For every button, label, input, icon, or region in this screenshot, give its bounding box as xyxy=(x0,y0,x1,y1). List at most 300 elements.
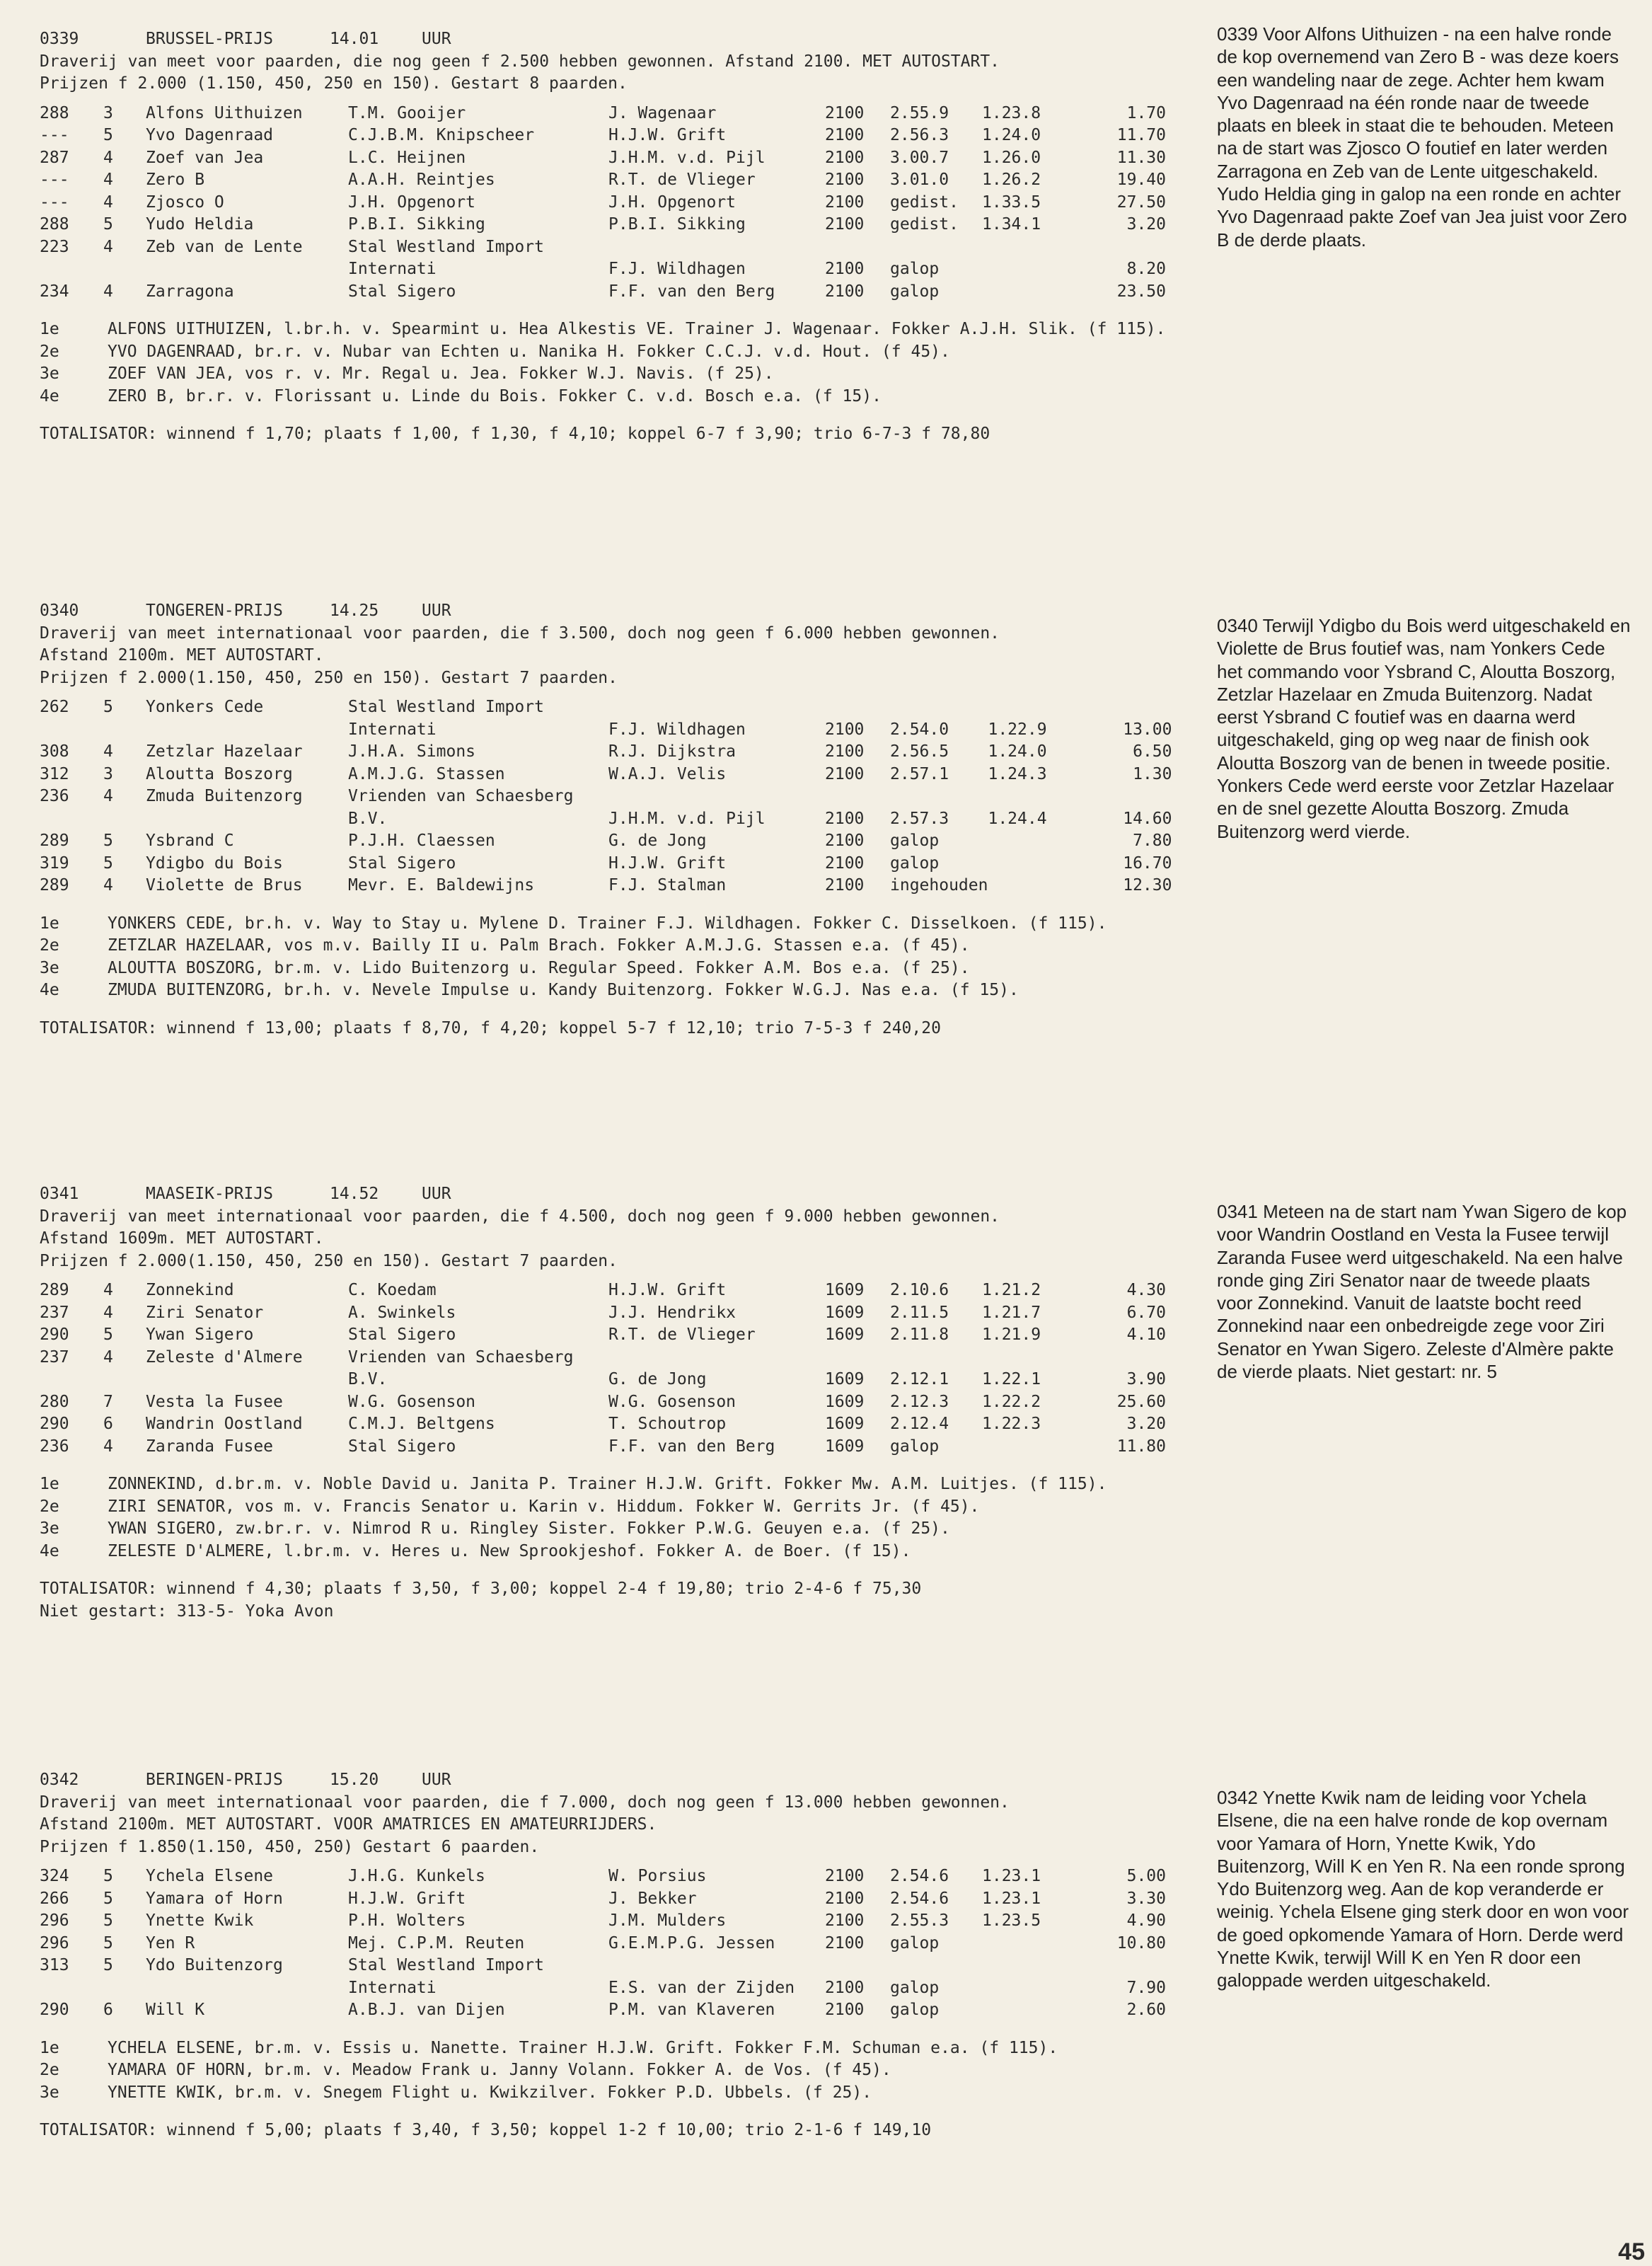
table-row xyxy=(40,1977,1166,2000)
placing-position: 1e xyxy=(40,1475,59,1493)
result-cell: 319 xyxy=(40,853,69,873)
result-cell: 2.57.3 xyxy=(890,809,949,828)
table-row xyxy=(40,830,1172,853)
result-cell: W.G. Gosenson xyxy=(608,1392,737,1411)
placing-position: 2e xyxy=(40,342,59,361)
result-cell xyxy=(988,696,1080,719)
result-cell: 2100 xyxy=(825,1933,865,1952)
result-cell: 2.60 xyxy=(1126,2001,1166,2019)
table-row xyxy=(40,696,1172,719)
result-cell xyxy=(982,258,1074,281)
result-cell xyxy=(40,258,103,281)
result-cell: G.E.M.P.G. Jessen xyxy=(608,1933,775,1952)
result-cell: 324 xyxy=(40,1867,69,1885)
result-cell: Internati xyxy=(348,720,437,739)
result-cell: 1.22.3 xyxy=(982,1415,1041,1433)
result-cell: 287 xyxy=(40,148,69,167)
race-conditions: Draverij van meet voor paarden, die nog geen f 2.500 hebben gewonnen. Afstand 2100. MET AUTOSTART. xyxy=(40,52,1000,71)
result-cell: Yamara of Horn xyxy=(146,1889,283,1908)
result-cell: Zetzlar Hazelaar xyxy=(146,742,303,761)
race-conditions: Prijzen f 2.000 (1.150, 450, 250 en 150). Gestart 8 paarden. xyxy=(40,74,628,93)
result-cell: --- xyxy=(40,171,69,189)
placing-position: 3e xyxy=(40,958,59,977)
result-cell: 1.33.5 xyxy=(982,192,1041,212)
result-cell: 308 xyxy=(40,742,69,761)
result-cell: Zoef van Jea xyxy=(146,148,264,167)
result-cell: 5 xyxy=(103,698,113,716)
placing-position: 3e xyxy=(40,2083,59,2102)
table-row xyxy=(40,719,1172,742)
result-cell: H.J.W. Grift xyxy=(348,1889,466,1908)
result-cell: Vrienden van Schaesberg xyxy=(348,787,574,805)
totalisator: TOTALISATOR: winnend f 5,00; plaats f 3,40, f 3,50; koppel 1-2 f 10,00; trio 2-1-6 f 149,10 xyxy=(40,2121,932,2139)
result-cell: 290 xyxy=(40,2001,69,2019)
result-cell: galop xyxy=(890,1978,940,1997)
race-time-unit: UUR xyxy=(422,1771,451,1789)
result-cell xyxy=(40,808,103,831)
result-cell: P.H. Wolters xyxy=(348,1911,466,1930)
result-cell: 1.22.2 xyxy=(982,1392,1041,1411)
result-cell: 289 xyxy=(40,1281,69,1299)
placings xyxy=(40,913,1200,1002)
result-cell: 4 xyxy=(103,282,113,301)
table-row xyxy=(40,853,1172,875)
result-cell xyxy=(988,853,1080,875)
result-cell: Mevr. E. Baldewijns xyxy=(348,876,535,895)
result-cell: gedist. xyxy=(890,192,959,212)
race-0342 xyxy=(40,1769,1200,2142)
result-cell: J. Bekker xyxy=(608,1889,697,1908)
result-cell: 25.60 xyxy=(1116,1392,1166,1411)
result-cell: galop xyxy=(890,832,940,850)
result-cell: Zero B xyxy=(146,171,205,189)
result-cell: 27.50 xyxy=(1116,192,1166,212)
result-cell: 1.21.2 xyxy=(982,1281,1041,1299)
result-cell: 7 xyxy=(103,1392,113,1411)
result-cell: 223 xyxy=(40,237,69,256)
result-cell: --- xyxy=(40,126,69,144)
result-cell: 2100 xyxy=(825,126,865,144)
result-cell: C.J.B.M. Knipscheer xyxy=(348,126,535,144)
result-cell: 234 xyxy=(40,282,69,301)
result-cell: 1.26.2 xyxy=(982,171,1041,189)
race-conditions: Afstand 2100m. MET AUTOSTART. VOOR AMATRICES EN AMATEURRIJDERS. xyxy=(40,1815,657,1834)
result-cell: 4 xyxy=(103,237,113,256)
result-cell xyxy=(608,236,825,259)
result-cell xyxy=(982,1999,1074,2022)
result-cell: Wandrin Oostland xyxy=(146,1415,303,1433)
result-cell: 2100 xyxy=(825,282,865,301)
result-cell: 237 xyxy=(40,1347,69,1367)
result-cell: 1609 xyxy=(825,1437,865,1456)
result-cell: 14.60 xyxy=(1123,809,1172,828)
result-cell: W. Porsius xyxy=(608,1867,707,1885)
result-cell: 3.20 xyxy=(1126,1415,1166,1433)
placing xyxy=(40,2082,1200,2105)
table-row xyxy=(40,103,1166,125)
result-cell: 4.30 xyxy=(1126,1281,1166,1299)
placing-text: YNETTE KWIK, br.m. v. Snegem Flight u. Kwikzilver. Fokker P.D. Ubbels. (f 25). xyxy=(108,2083,872,2102)
result-cell: 313 xyxy=(40,1956,69,1974)
totalisator: TOTALISATOR: winnend f 1,70; plaats f 1,00, f 1,30, f 4,10; koppel 6-7 f 3,90; trio 6-7-3 f 78,80 xyxy=(40,425,990,443)
race-title: TONGEREN-PRIJS xyxy=(146,602,283,620)
placing xyxy=(40,957,1200,980)
result-cell: 1609 xyxy=(825,1392,865,1411)
result-cell: Ysbrand C xyxy=(146,832,234,850)
result-cell: 5 xyxy=(103,1325,113,1344)
result-cell: 16.70 xyxy=(1123,853,1172,873)
result-cell xyxy=(1074,1955,1166,1977)
result-cell: --- xyxy=(40,192,69,212)
placing-text: YWAN SIGERO, zw.br.r. v. Nimrod R u. Ringley Sister. Fokker P.W.G. Geuyen e.a. (f 25). xyxy=(108,1519,950,1538)
table-row xyxy=(40,1324,1166,1347)
result-cell xyxy=(103,808,146,831)
table-row xyxy=(40,1347,1166,1369)
race-conditions: Draverij van meet internationaal voor paarden, die f 7.000, doch nog geen f 13.000 hebben gewonnen. xyxy=(40,1793,1010,1812)
race-header xyxy=(40,600,1200,623)
result-cell: F.F. van den Berg xyxy=(608,1437,775,1456)
result-cell: 2100 xyxy=(825,1978,865,1997)
result-cell xyxy=(1074,1347,1166,1369)
table-row xyxy=(40,1865,1166,1888)
result-cell: 2100 xyxy=(825,171,865,189)
result-cell: 2100 xyxy=(825,720,865,739)
result-cell: 3.30 xyxy=(1126,1889,1166,1908)
result-cell: P.M. van Klaveren xyxy=(608,2001,775,2019)
race-0341 xyxy=(40,1183,1200,1623)
result-cell: 3.01.0 xyxy=(890,171,949,189)
placing-position: 4e xyxy=(40,386,59,406)
race-0339 xyxy=(40,28,1200,446)
result-cell: Ydo Buitenzorg xyxy=(146,1956,283,1974)
placing-text: ALFONS UITHUIZEN, l.br.h. v. Spearmint u. Hea Alkestis VE. Trainer J. Wagenaar. Fokker A.J.H. Slik. (f 115). xyxy=(108,320,1166,338)
placing-position: 2e xyxy=(40,2061,59,2079)
result-cell: J.H.M. v.d. Pijl xyxy=(608,148,766,167)
result-cell xyxy=(982,1933,1074,1955)
race-number: 0341 xyxy=(40,1185,79,1203)
result-cell: 7.90 xyxy=(1126,1978,1166,1997)
placing-position: 3e xyxy=(40,364,59,383)
placing-text: YCHELA ELSENE, br.m. v. Essis u. Nanette. Trainer H.J.W. Grift. Fokker F.M. Schuman e.a. (f 115). xyxy=(108,2038,1058,2057)
result-cell: 280 xyxy=(40,1392,69,1411)
result-cell: J.H. Opgenort xyxy=(348,192,476,212)
result-cell: 1609 xyxy=(825,1303,865,1322)
result-cell xyxy=(40,1369,103,1391)
race-conditions: Afstand 2100m. MET AUTOSTART. xyxy=(40,646,324,665)
race-number: 0340 xyxy=(40,602,79,620)
result-cell: 2100 xyxy=(825,215,865,234)
result-cell: Vrienden van Schaesberg xyxy=(348,1347,574,1367)
result-cell: galop xyxy=(890,853,940,873)
result-cell: 4 xyxy=(103,1437,113,1456)
result-cell: 5.00 xyxy=(1126,1867,1166,1885)
race-header xyxy=(40,1769,1200,1792)
result-cell: 1.21.7 xyxy=(982,1303,1041,1322)
table-row xyxy=(40,875,1172,897)
result-cell: 7.80 xyxy=(1133,832,1172,850)
result-cell: 288 xyxy=(40,215,69,234)
placing-text: ZIRI SENATOR, vos m. v. Francis Senator u. Karin v. Hiddum. Fokker W. Gerrits Jr. (f 45). xyxy=(108,1497,980,1516)
result-cell: 5 xyxy=(103,1911,113,1930)
result-cell xyxy=(988,786,1080,808)
table-row xyxy=(40,125,1166,147)
result-cell: 5 xyxy=(103,215,113,234)
result-cell: 2100 xyxy=(825,260,865,278)
result-cell: 262 xyxy=(40,698,69,716)
result-cell: Stal Westland Import xyxy=(348,1956,544,1974)
race-time-unit: UUR xyxy=(422,30,451,48)
result-cell: 236 xyxy=(40,787,69,805)
result-cell: 6 xyxy=(103,1415,113,1433)
result-cell: 2.54.6 xyxy=(890,1889,949,1908)
race-conditions: Draverij van meet internationaal voor paarden, die f 4.500, doch nog geen f 9.000 hebben gewonnen. xyxy=(40,1207,1000,1226)
result-cell: 2100 xyxy=(825,1911,865,1930)
result-cell: 4 xyxy=(103,876,113,895)
result-cell: 2.54.0 xyxy=(890,720,949,739)
result-cell: 2100 xyxy=(825,1867,865,1885)
result-cell: J.M. Mulders xyxy=(608,1911,727,1930)
result-cell: A.M.J.G. Stassen xyxy=(348,764,505,783)
table-row xyxy=(40,258,1166,281)
result-cell: Internati xyxy=(348,1978,437,1997)
result-cell: 8.20 xyxy=(1126,260,1166,278)
table-row xyxy=(40,808,1172,831)
result-cell xyxy=(103,719,146,742)
results-table xyxy=(40,696,1172,897)
result-cell: 23.50 xyxy=(1116,282,1166,301)
result-cell: 1.70 xyxy=(1126,103,1166,122)
table-row xyxy=(40,1391,1166,1414)
race-number: 0339 xyxy=(40,30,79,48)
table-row xyxy=(40,214,1166,236)
result-cell: F.J. Stalman xyxy=(608,876,727,895)
table-row xyxy=(40,764,1172,786)
result-cell: A.B.J. van Dijen xyxy=(348,2001,505,2019)
result-cell xyxy=(40,719,103,742)
result-cell: 3.90 xyxy=(1126,1370,1166,1388)
result-cell: 1.22.1 xyxy=(982,1370,1041,1388)
race-conditions: Prijzen f 1.850(1.150, 450, 250) Gestart 6 paarden. xyxy=(40,1837,540,1856)
table-row xyxy=(40,1436,1166,1459)
race-conditions: Afstand 1609m. MET AUTOSTART. xyxy=(40,1229,324,1248)
result-cell: 290 xyxy=(40,1415,69,1433)
result-cell: E.S. van der Zijden xyxy=(608,1978,795,1997)
totalisator: TOTALISATOR: winnend f 13,00; plaats f 8,70, f 4,20; koppel 5-7 f 12,10; trio 7-5-3 f 240,20 xyxy=(40,1018,941,1037)
result-cell xyxy=(608,696,825,719)
result-cell: 12.30 xyxy=(1123,876,1172,895)
result-cell xyxy=(825,236,890,259)
result-cell: 4.10 xyxy=(1126,1325,1166,1344)
result-cell: 11.70 xyxy=(1116,126,1166,144)
result-cell: W.A.J. Velis xyxy=(608,764,727,783)
result-cell: 2100 xyxy=(825,809,865,828)
result-cell: 290 xyxy=(40,1325,69,1344)
result-cell: Yonkers Cede xyxy=(146,698,264,716)
result-cell: 2100 xyxy=(825,1889,865,1908)
result-cell: Vesta la Fusee xyxy=(146,1392,283,1411)
result-cell: Zeb van de Lente xyxy=(146,237,303,256)
result-cell: 2100 xyxy=(825,853,865,873)
result-cell: galop xyxy=(890,2001,940,2019)
result-cell: Ziri Senator xyxy=(146,1303,264,1322)
race-header xyxy=(40,1183,1200,1206)
result-cell: Mej. C.P.M. Reuten xyxy=(348,1933,525,1952)
result-cell: 3.20 xyxy=(1126,215,1166,234)
table-row xyxy=(40,1888,1166,1911)
result-cell xyxy=(146,1977,348,2000)
result-cell: C. Koedam xyxy=(348,1281,437,1299)
placing-text: ZERO B, br.r. v. Florissant u. Linde du Bois. Fokker C. v.d. Bosch e.a. (f 15). xyxy=(108,386,882,406)
result-cell xyxy=(103,1369,146,1391)
result-cell: 1.30 xyxy=(1133,764,1172,783)
result-cell xyxy=(825,1955,890,1977)
result-cell: 2.56.3 xyxy=(890,126,949,144)
result-cell: G. de Jong xyxy=(608,832,707,850)
placing xyxy=(40,2037,1200,2060)
result-cell: ingehouden xyxy=(890,876,988,895)
result-cell xyxy=(890,696,988,719)
race-0340 xyxy=(40,600,1200,1040)
placing-position: 3e xyxy=(40,1519,59,1538)
result-cell: Zonnekind xyxy=(146,1281,234,1299)
result-cell: Yen R xyxy=(146,1933,195,1952)
result-cell: Stal Westland Import xyxy=(348,237,544,256)
result-cell: C.M.J. Beltgens xyxy=(348,1415,495,1433)
placing-text: YONKERS CEDE, br.h. v. Way to Stay u. Mylene D. Trainer F.J. Wildhagen. Fokker C. Disselkoen. (f 115). xyxy=(108,914,1107,933)
result-cell: Stal Westland Import xyxy=(348,698,544,716)
commentary-0342: 0342 Ynette Kwik nam de leiding voor Ychela Elsene, die na een halve ronde de kop overnam voor Yamara of Horn, Ynette Kwik, Ydo Buitenzorg, Will K en Yen R. Na een ronde sprong Ydo Buitenzorg weg. Aan de kop veranderde er weinig. Ychela Elsene ging sterk door en won voor de goed opkomende Yamara of Horn. Derde werd Ynette Kwik, terwijl Will K en Yen R door een galoppade werden uitgeschakeld. xyxy=(1217,1787,1629,1991)
result-cell: 11.30 xyxy=(1116,148,1166,167)
placing xyxy=(40,1541,1200,1563)
result-cell: G. de Jong xyxy=(608,1370,707,1388)
result-cell: P.B.I. Sikking xyxy=(608,215,746,234)
result-cell: 6.70 xyxy=(1126,1303,1166,1322)
result-cell: 4 xyxy=(103,742,113,761)
result-cell: 1609 xyxy=(825,1370,865,1388)
result-cell: Ychela Elsene xyxy=(146,1867,274,1885)
table-row xyxy=(40,1413,1166,1436)
result-cell: T. Schoutrop xyxy=(608,1415,727,1433)
result-cell: 4 xyxy=(103,1281,113,1299)
placing-text: YAMARA OF HORN, br.m. v. Meadow Frank u. Janny Volann. Fokker A. de Vos. (f 45). xyxy=(108,2061,891,2079)
result-cell: Zjosco O xyxy=(146,192,224,212)
placing xyxy=(40,935,1200,957)
placing-position: 2e xyxy=(40,936,59,955)
result-cell: Zmuda Buitenzorg xyxy=(146,787,303,805)
race-title: BERINGEN-PRIJS xyxy=(146,1771,283,1789)
result-cell: Stal Sigero xyxy=(348,1325,456,1344)
results-table xyxy=(40,103,1166,304)
result-cell: 1.23.1 xyxy=(982,1867,1041,1885)
not-started: Niet gestart: 313-5- Yoka Avon xyxy=(40,1601,334,1621)
result-cell: 296 xyxy=(40,1933,69,1952)
race-conditions: Draverij van meet internationaal voor paarden, die f 3.500, doch nog geen f 6.000 hebben gewonnen. xyxy=(40,623,1000,643)
table-row xyxy=(40,1910,1166,1933)
result-cell: 19.40 xyxy=(1116,171,1166,189)
result-cell: 1.23.8 xyxy=(982,103,1041,122)
race-time: 14.01 xyxy=(330,30,379,48)
result-cell: 1.24.4 xyxy=(988,809,1047,828)
totalisator: TOTALISATOR: winnend f 4,30; plaats f 3,50, f 3,00; koppel 2-4 f 19,80; trio 2-4-6 f 75,30 xyxy=(40,1580,922,1598)
table-row xyxy=(40,1955,1166,1977)
race-time-unit: UUR xyxy=(422,1185,451,1203)
result-cell: H.J.W. Grift xyxy=(608,853,727,873)
result-cell: 1.24.0 xyxy=(988,742,1047,761)
result-cell xyxy=(988,830,1080,853)
result-cell: 2100 xyxy=(825,876,865,895)
result-cell: Yvo Dagenraad xyxy=(146,126,274,144)
result-cell: 4 xyxy=(103,787,113,805)
result-cell: 2100 xyxy=(825,103,865,122)
placing xyxy=(40,1518,1200,1541)
placings xyxy=(40,318,1200,408)
result-cell: W.G. Gosenson xyxy=(348,1392,476,1411)
result-cell: H.J.W. Grift xyxy=(608,126,727,144)
result-cell xyxy=(982,236,1074,259)
table-row xyxy=(40,1279,1166,1302)
placing xyxy=(40,1473,1200,1496)
result-cell: 3 xyxy=(103,103,113,122)
result-cell: Zaranda Fusee xyxy=(146,1437,274,1456)
placing xyxy=(40,386,1200,408)
table-row xyxy=(40,741,1172,764)
result-cell: J.H. Opgenort xyxy=(608,192,737,212)
placing xyxy=(40,1496,1200,1519)
result-cell: F.J. Wildhagen xyxy=(608,260,746,278)
result-cell xyxy=(146,808,348,831)
result-cell: Ywan Sigero xyxy=(146,1325,254,1344)
result-cell: P.B.I. Sikking xyxy=(348,215,485,234)
result-cell: 2.10.6 xyxy=(890,1281,949,1299)
race-time: 14.25 xyxy=(330,602,379,620)
result-cell: 2.56.5 xyxy=(890,742,949,761)
commentary-0341: 0341 Meteen na de start nam Ywan Sigero de kop voor Wandrin Oostland en Vesta la Fusee terwijl Zaranda Fusee werd uitgeschakeld. Na een halve ronde ging Ziri Senator naar de tweede plaats voor Zonnekind. Vanuit de laatste bocht reed Zonnekind naar een onbedreigde zege voor Ziri Senator en Ywan Sigero. Zeleste d'Almère pakte de vierde plaats. Niet gestart: nr. 5 xyxy=(1217,1201,1627,1383)
result-cell xyxy=(890,1347,982,1369)
table-row xyxy=(40,1302,1166,1325)
result-cell xyxy=(982,1977,1074,2000)
result-cell xyxy=(825,696,890,719)
result-cell xyxy=(1080,786,1172,808)
result-cell xyxy=(608,1347,825,1369)
result-cell xyxy=(825,1347,890,1369)
result-cell: J.H.G. Kunkels xyxy=(348,1867,485,1885)
result-cell: 4 xyxy=(103,171,113,189)
result-cell: R.T. de Vlieger xyxy=(608,171,756,189)
result-cell: 5 xyxy=(103,1933,113,1952)
result-cell: 2.55.3 xyxy=(890,1911,949,1930)
result-cell: 2.55.9 xyxy=(890,103,949,122)
result-cell: Ydigbo du Bois xyxy=(146,853,283,873)
result-cell: 2.12.3 xyxy=(890,1392,949,1411)
result-cell: 296 xyxy=(40,1911,69,1930)
result-cell: 1609 xyxy=(825,1281,865,1299)
result-cell: 2100 xyxy=(825,832,865,850)
result-cell xyxy=(146,1369,348,1391)
result-cell xyxy=(1080,696,1172,719)
result-cell: Zarragona xyxy=(146,282,234,301)
result-cell: 4 xyxy=(103,148,113,167)
result-cell: 289 xyxy=(40,876,69,895)
commentary-0339: 0339 Voor Alfons Uithuizen - na een halve ronde de kop overnemend van Zero B - was deze koers een wandeling naar de zege. Achter hem kwam Yvo Dagenraad na één ronde naar de tweede plaats en bleek in staat die te behouden. Meteen na de start was Zjosco O foutief en later werden Zarragona en Zeb van de Lente uitgeschakeld. Yudo Heldia ging in galop na een ronde en achter Yvo Dagenraad pakte Zoef van Jea juist voor Zero B de derde plaats. xyxy=(1217,23,1627,251)
result-cell: 1.23.5 xyxy=(982,1911,1041,1930)
result-cell: A.A.H. Reintjes xyxy=(348,171,495,189)
result-cell: Violette de Brus xyxy=(146,876,303,895)
result-cell xyxy=(103,1977,146,2000)
result-cell: P.J.H. Claessen xyxy=(348,832,495,850)
result-cell: 288 xyxy=(40,103,69,122)
result-cell: 1.23.1 xyxy=(982,1889,1041,1908)
table-row xyxy=(40,147,1166,170)
